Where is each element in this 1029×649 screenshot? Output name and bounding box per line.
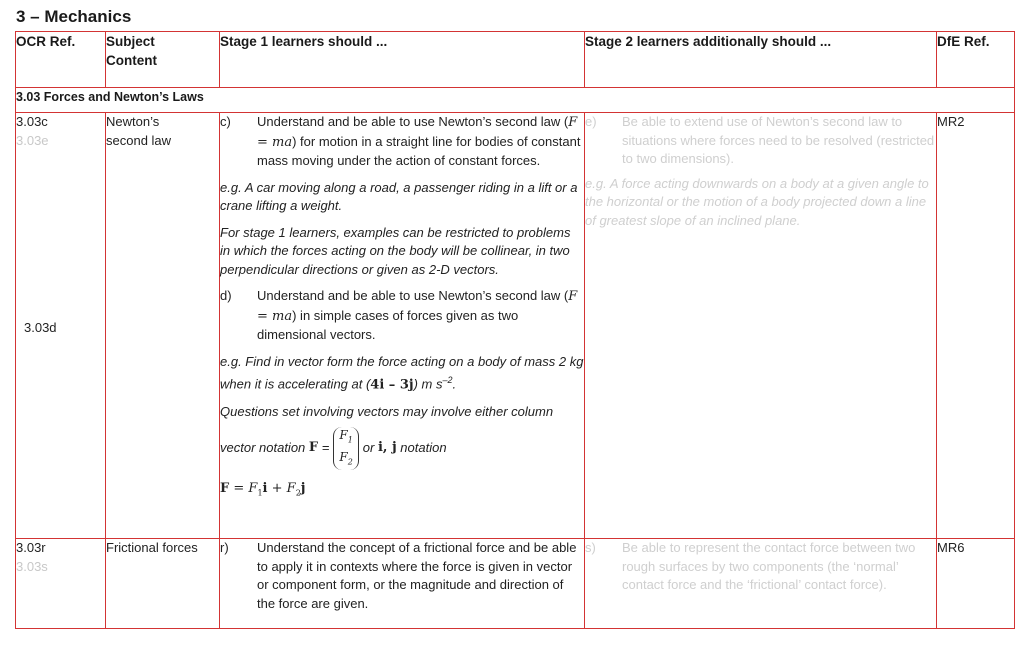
stage1-item-d [220, 287, 584, 345]
column-vector [333, 427, 358, 470]
specification-table [15, 31, 1015, 629]
vec-suffix: notation [400, 440, 447, 456]
item-d-formula: F = ma [257, 289, 578, 324]
subject-cell [106, 113, 220, 539]
item-d-label: d) [220, 288, 232, 303]
header-subject-line1: Subject [106, 34, 155, 49]
table-row [16, 539, 1015, 629]
header-subject-content [106, 32, 220, 88]
item-e-label: e) [585, 114, 597, 129]
stage2-item-s [585, 539, 936, 595]
dfe-ref-cell [937, 539, 1015, 629]
stage2-cell [585, 113, 937, 539]
column-vector-top: $F_1$ [339, 428, 353, 445]
vec-prefix: vector notation [220, 440, 306, 456]
vec-eq: = [321, 440, 330, 456]
stage1-cell [220, 539, 585, 629]
eg2-exponent: –2 [442, 375, 453, 385]
table-row [16, 113, 1015, 539]
item-r-label: r) [220, 540, 229, 555]
note-2: Questions set involving vectors may involve either column [220, 403, 554, 419]
dfe-ref-cell [937, 113, 1015, 539]
header-stage2: Stage 2 learners additionally should ... [585, 32, 937, 88]
ocr-ref-faint: 3.03s [16, 558, 48, 574]
subject-line2: second law [106, 132, 172, 148]
table-header-row [16, 32, 1015, 88]
vector-notation-line [220, 427, 584, 470]
item-d-text-a: Understand and be able to use Newton’s second law ( [257, 288, 569, 303]
section-title: 3.03 Forces and Newton’s Laws [16, 88, 1015, 113]
vec-or: or [362, 440, 375, 456]
eg2-text-a: e.g. Find in vector form the force acting on a body of mass 2 kg when it is accelerating at ( [220, 353, 584, 392]
item-e-text: Be able to extend use of Newton’s second law to situations where forces need to be resolved (restricted to two dimensions). [622, 114, 935, 166]
dfe-ref-value: MR6 [937, 540, 965, 555]
subject-text: Frictional forces [106, 540, 198, 555]
header-stage1: Stage 1 learners should ... [220, 32, 585, 88]
stage1-cell [220, 113, 585, 539]
stage1-item-c [220, 113, 584, 171]
eg2-text-c: . [452, 376, 457, 392]
item-c-label: c) [220, 114, 231, 129]
ocr-ref-cell [16, 113, 106, 539]
stage2-cell [585, 539, 937, 629]
eg2-text-b: ) m s [413, 376, 443, 392]
note-1: For stage 1 learners, examples can be restricted to problems in which the forces acting on the body will be collinear, in two perpendicular directions or given as 2-D vectors. [220, 224, 571, 277]
ocr-ref-second: 3.03d [24, 320, 57, 335]
ocr-ref-cell [16, 539, 106, 629]
stage2-item-e [585, 113, 936, 169]
column-vector-bottom: $F_2$ [339, 449, 353, 467]
subject-line1: Newton’s [106, 114, 160, 129]
example-1: e.g. A car moving along a road, a passenger riding in a lift or a crane lifting a weight. [220, 179, 578, 213]
section-row [16, 88, 1015, 113]
page-title: 3 – Mechanics [16, 7, 132, 26]
header-ocr-ref: OCR Ref. [16, 32, 106, 88]
ocr-ref-main: 3.03c [16, 114, 48, 129]
vec-bold-f: F [308, 440, 319, 456]
stage1-item-r [220, 539, 584, 613]
subject-cell [106, 539, 220, 629]
item-c-formula: F = ma [257, 115, 578, 150]
eg2-vector: 4i – 3j [370, 377, 414, 393]
ocr-ref-main: 3.03r [16, 540, 46, 555]
item-r-text: Understand the concept of a frictional force and be able to apply it in contexts where the force is given in vector or component form, or the magnitude and direction of the force are given. [257, 540, 577, 611]
item-s-label: s) [585, 540, 596, 555]
example-2 [220, 353, 584, 395]
item-s-text: Be able to represent the contact force between two rough surfaces by two components (the ‘normal’ contact force and the ‘frictional’ contact force). [622, 540, 916, 592]
ocr-ref-faint: 3.03e [16, 132, 49, 148]
stage2-example: e.g. A force acting downwards on a body at a given angle to the horizontal or the motion of a body projected down a line of greatest slope of an inclined plane. [585, 175, 929, 228]
item-c-text-a: Understand and be able to use Newton’s second law ( [257, 114, 569, 129]
vector-formula: $F = F_1i + F_2j$ [220, 481, 306, 498]
dfe-ref-value: MR2 [937, 114, 965, 129]
header-subject-line2: Content [106, 53, 157, 68]
item-c-text-b: ) for motion in a straight line for bodies of constant mass moving under the action of constant forces. [257, 133, 581, 168]
header-dfe-ref: DfE Ref. [937, 32, 1015, 88]
vec-ij: i, j [377, 440, 397, 456]
item-d-text-b: ) in simple cases of forces given as two dimensional vectors. [257, 307, 519, 342]
